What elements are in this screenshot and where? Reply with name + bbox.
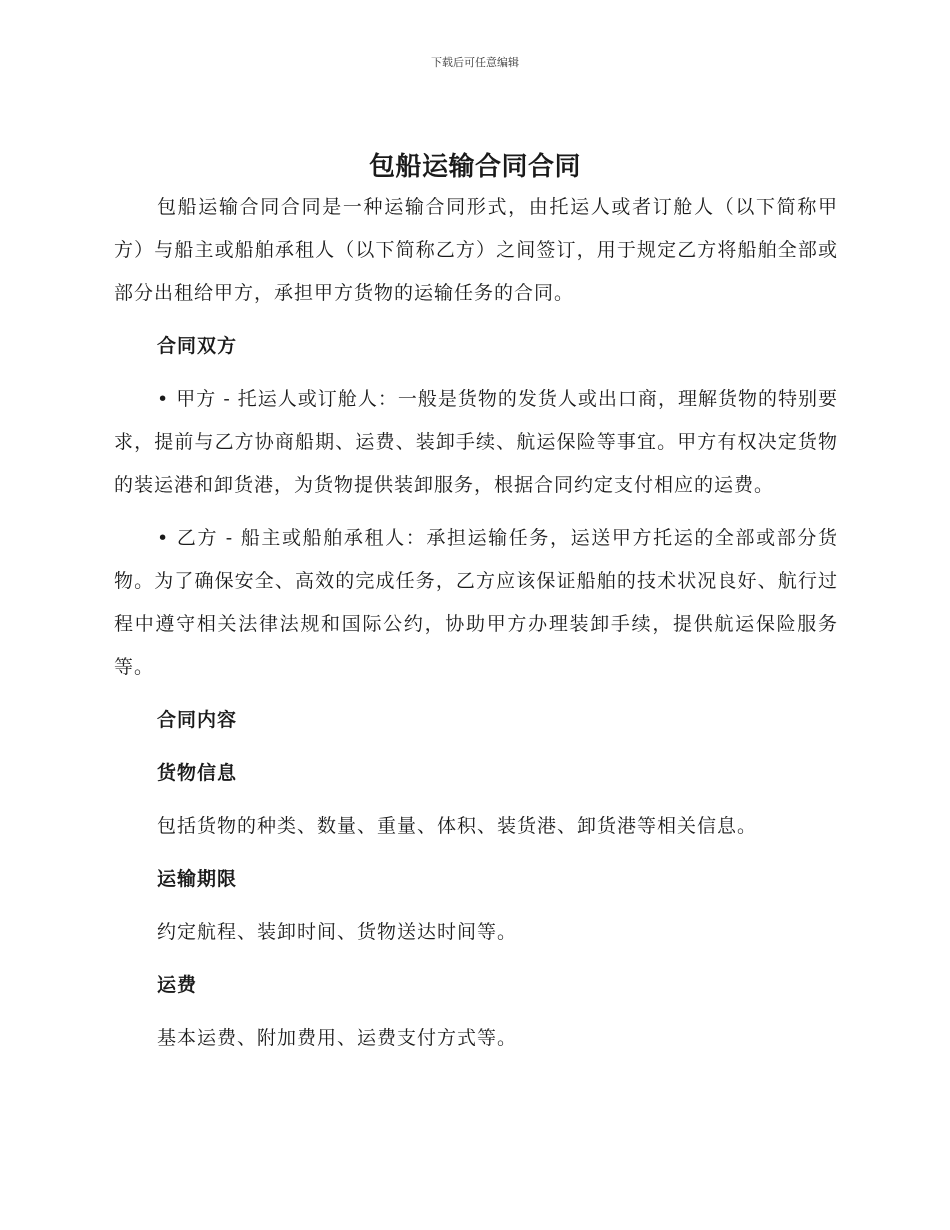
intro-paragraph: 包船运输合同合同是一种运输合同形式，由托运人或者订舱人（以下简称甲方）与船主或船舶承租人（以下简称乙方）之间签订，用于规定乙方将船舶全部或部分出租给甲方，承担甲方货物的运输任务的合同。	[114, 196, 838, 304]
cargo-heading: 货物信息	[157, 762, 238, 784]
period-heading: 运输期限	[157, 868, 238, 890]
section-heading-content: 合同内容	[157, 709, 238, 731]
document-body	[114, 186, 838, 1070]
party-a-paragraph: • 甲方 - 托运人或订舱人：一般是货物的发货人或出口商，理解货物的特别要求，提前与乙方协商船期、运费、装卸手续、航运保险等事宜。甲方有权决定货物的装运港和卸货港，为货物提供装卸服务，根据合同约定支付相应的运费。	[114, 388, 838, 496]
period-text: 约定航程、装卸时间、货物送达时间等。	[157, 921, 518, 943]
party-b-paragraph: • 乙方 - 船主或船舶承租人：承担运输任务，运送甲方托运的全部或部分货物。为了确保安全、高效的完成任务，乙方应该保证船舶的技术状况良好、航行过程中遵守相关法律法规和国际公约，协助甲方办理装卸手续，提供航运保险服务等。	[114, 527, 838, 678]
section-heading-parties: 合同双方	[157, 335, 238, 357]
cargo-text: 包括货物的种类、数量、重量、体积、装货港、卸货港等相关信息。	[157, 815, 758, 837]
header-note: 下载后可任意编辑	[431, 56, 519, 69]
freight-text: 基本运费、附加费用、运费支付方式等。	[157, 1027, 518, 1049]
freight-heading: 运费	[157, 974, 198, 996]
document-title: 包船运输合同合同	[368, 152, 581, 182]
